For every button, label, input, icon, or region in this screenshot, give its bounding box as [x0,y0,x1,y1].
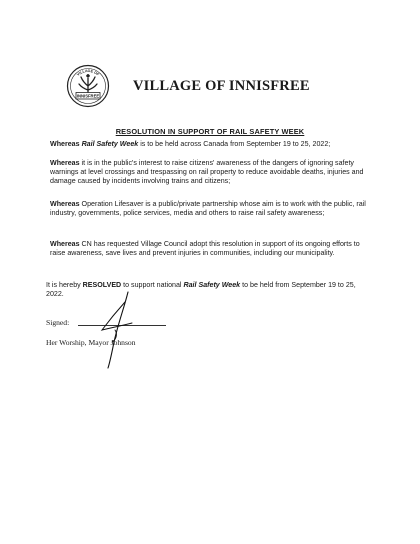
rail-safety-week-emphasis: Rail Safety Week [81,140,139,148]
seal-bottom-text: INNISFREE [76,93,100,99]
whereas-lead: Whereas [50,140,80,148]
resolved-emphasis: RESOLVED [82,281,122,289]
whereas-paragraph-1 [50,140,370,149]
paragraph-text: Operation Lifesaver is a public/private partnership whose aim is to work with the public, rail industry, governments, police services, media and others to raise rail safety awareness; [50,200,366,217]
signed-label: Signed: [46,318,70,327]
whereas-paragraph-3 [50,200,370,218]
whereas-lead: Whereas [50,240,80,248]
paragraph-text: is to be held across Canada from September 19 to 25, 2022; [138,140,331,148]
seal-top-text: VILLAGE OF [76,68,100,77]
village-name-heading: VILLAGE OF INNISFREE [133,78,310,94]
paragraph-text: it is in the public's interest to raise citizens' awareness of the dangers of ignoring safety warnings at level crossings and trespassing on rail property to reduce avoidable deaths, injuries and damage caused by incidents involving trains and citizens; [50,159,364,185]
whereas-paragraph-2 [50,159,370,186]
paragraph-text: CN has requested Village Council adopt this resolution in support of its ongoing efforts to raise awareness, save lives and prevent injuries in communities, including our municipality. [50,240,360,257]
whereas-lead: Whereas [50,200,80,208]
paragraph-text: to be held from September 19 to 25, 2022. [46,281,356,298]
letterhead [66,64,366,108]
handwritten-signature [98,290,138,370]
paragraph-text: to support national [121,281,184,289]
mayor-name: Her Worship, Mayor Johnson [46,338,136,347]
paragraph-text: It is hereby [46,281,83,289]
resolution-title: RESOLUTION IN SUPPORT OF RAIL SAFETY WEEK [115,127,305,136]
resolved-paragraph [46,281,372,299]
village-seal-logo [66,64,110,108]
whereas-lead: Whereas [50,159,80,167]
whereas-paragraph-4 [50,240,370,258]
rail-safety-week-emphasis: Rail Safety Week [183,281,241,289]
